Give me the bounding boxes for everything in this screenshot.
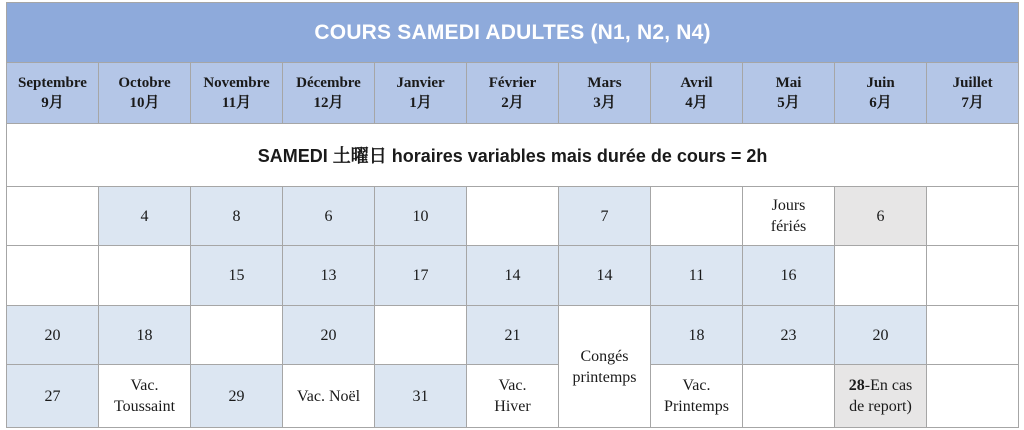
month-header-october: Octobre 10月	[99, 63, 191, 124]
date-cell	[467, 187, 559, 246]
table-title: COURS SAMEDI ADULTES (N1, N2, N4)	[7, 3, 1019, 63]
report-note-cell: 28-En cas de report)	[835, 365, 927, 428]
date-cell	[375, 306, 467, 365]
date-cell: 23	[743, 306, 835, 365]
date-row-4	[7, 365, 1019, 428]
date-row-2	[7, 246, 1019, 306]
month-header-february: Février 2月	[467, 63, 559, 124]
month-header-march: Mars 3月	[559, 63, 651, 124]
schedule-subtitle: SAMEDI 土曜日 horaires variables mais durée de cours = 2h	[7, 124, 1019, 187]
date-cell: 20	[283, 306, 375, 365]
date-cell: 10	[375, 187, 467, 246]
date-cell: 21	[467, 306, 559, 365]
date-cell: 14	[467, 246, 559, 306]
date-cell	[835, 246, 927, 306]
month-header-june: Juin 6月	[835, 63, 927, 124]
spring-break-cell: Congés printemps	[559, 306, 651, 428]
date-cell: 11	[651, 246, 743, 306]
date-cell: 4	[99, 187, 191, 246]
date-cell: 18	[99, 306, 191, 365]
date-cell: 29	[191, 365, 283, 428]
month-header-april: Avril 4月	[651, 63, 743, 124]
date-cell: 14	[559, 246, 651, 306]
date-cell	[191, 306, 283, 365]
date-cell	[743, 365, 835, 428]
date-cell: 31	[375, 365, 467, 428]
date-cell: 17	[375, 246, 467, 306]
date-cell	[7, 246, 99, 306]
date-cell	[927, 246, 1019, 306]
date-cell: 6	[835, 187, 927, 246]
month-header-september: Septembre 9月	[7, 63, 99, 124]
vacation-hiver-cell: Vac. Hiver	[467, 365, 559, 428]
date-cell: 20	[7, 306, 99, 365]
schedule-table	[6, 2, 1019, 428]
date-cell: 6	[283, 187, 375, 246]
month-header-december: Décembre 12月	[283, 63, 375, 124]
date-cell	[7, 187, 99, 246]
month-header-may: Mai 5月	[743, 63, 835, 124]
date-row-3	[7, 306, 1019, 365]
vacation-printemps-cell: Vac. Printemps	[651, 365, 743, 428]
date-cell: 8	[191, 187, 283, 246]
date-cell	[651, 187, 743, 246]
date-cell: 13	[283, 246, 375, 306]
month-header-july: Juillet 7月	[927, 63, 1019, 124]
date-cell	[99, 246, 191, 306]
date-cell: 27	[7, 365, 99, 428]
date-cell: 7	[559, 187, 651, 246]
vacation-noel-cell: Vac. Noël	[283, 365, 375, 428]
month-header-november: Novembre 11月	[191, 63, 283, 124]
date-row-1	[7, 187, 1019, 246]
date-cell: 18	[651, 306, 743, 365]
date-cell: 15	[191, 246, 283, 306]
date-cell: 16	[743, 246, 835, 306]
date-cell	[927, 306, 1019, 365]
date-cell	[927, 187, 1019, 246]
date-cell	[927, 365, 1019, 428]
holiday-note-cell: Jours fériés	[743, 187, 835, 246]
month-header-row	[7, 63, 1019, 124]
vacation-toussaint-cell: Vac. Toussaint	[99, 365, 191, 428]
month-header-january: Janvier 1月	[375, 63, 467, 124]
date-cell: 20	[835, 306, 927, 365]
